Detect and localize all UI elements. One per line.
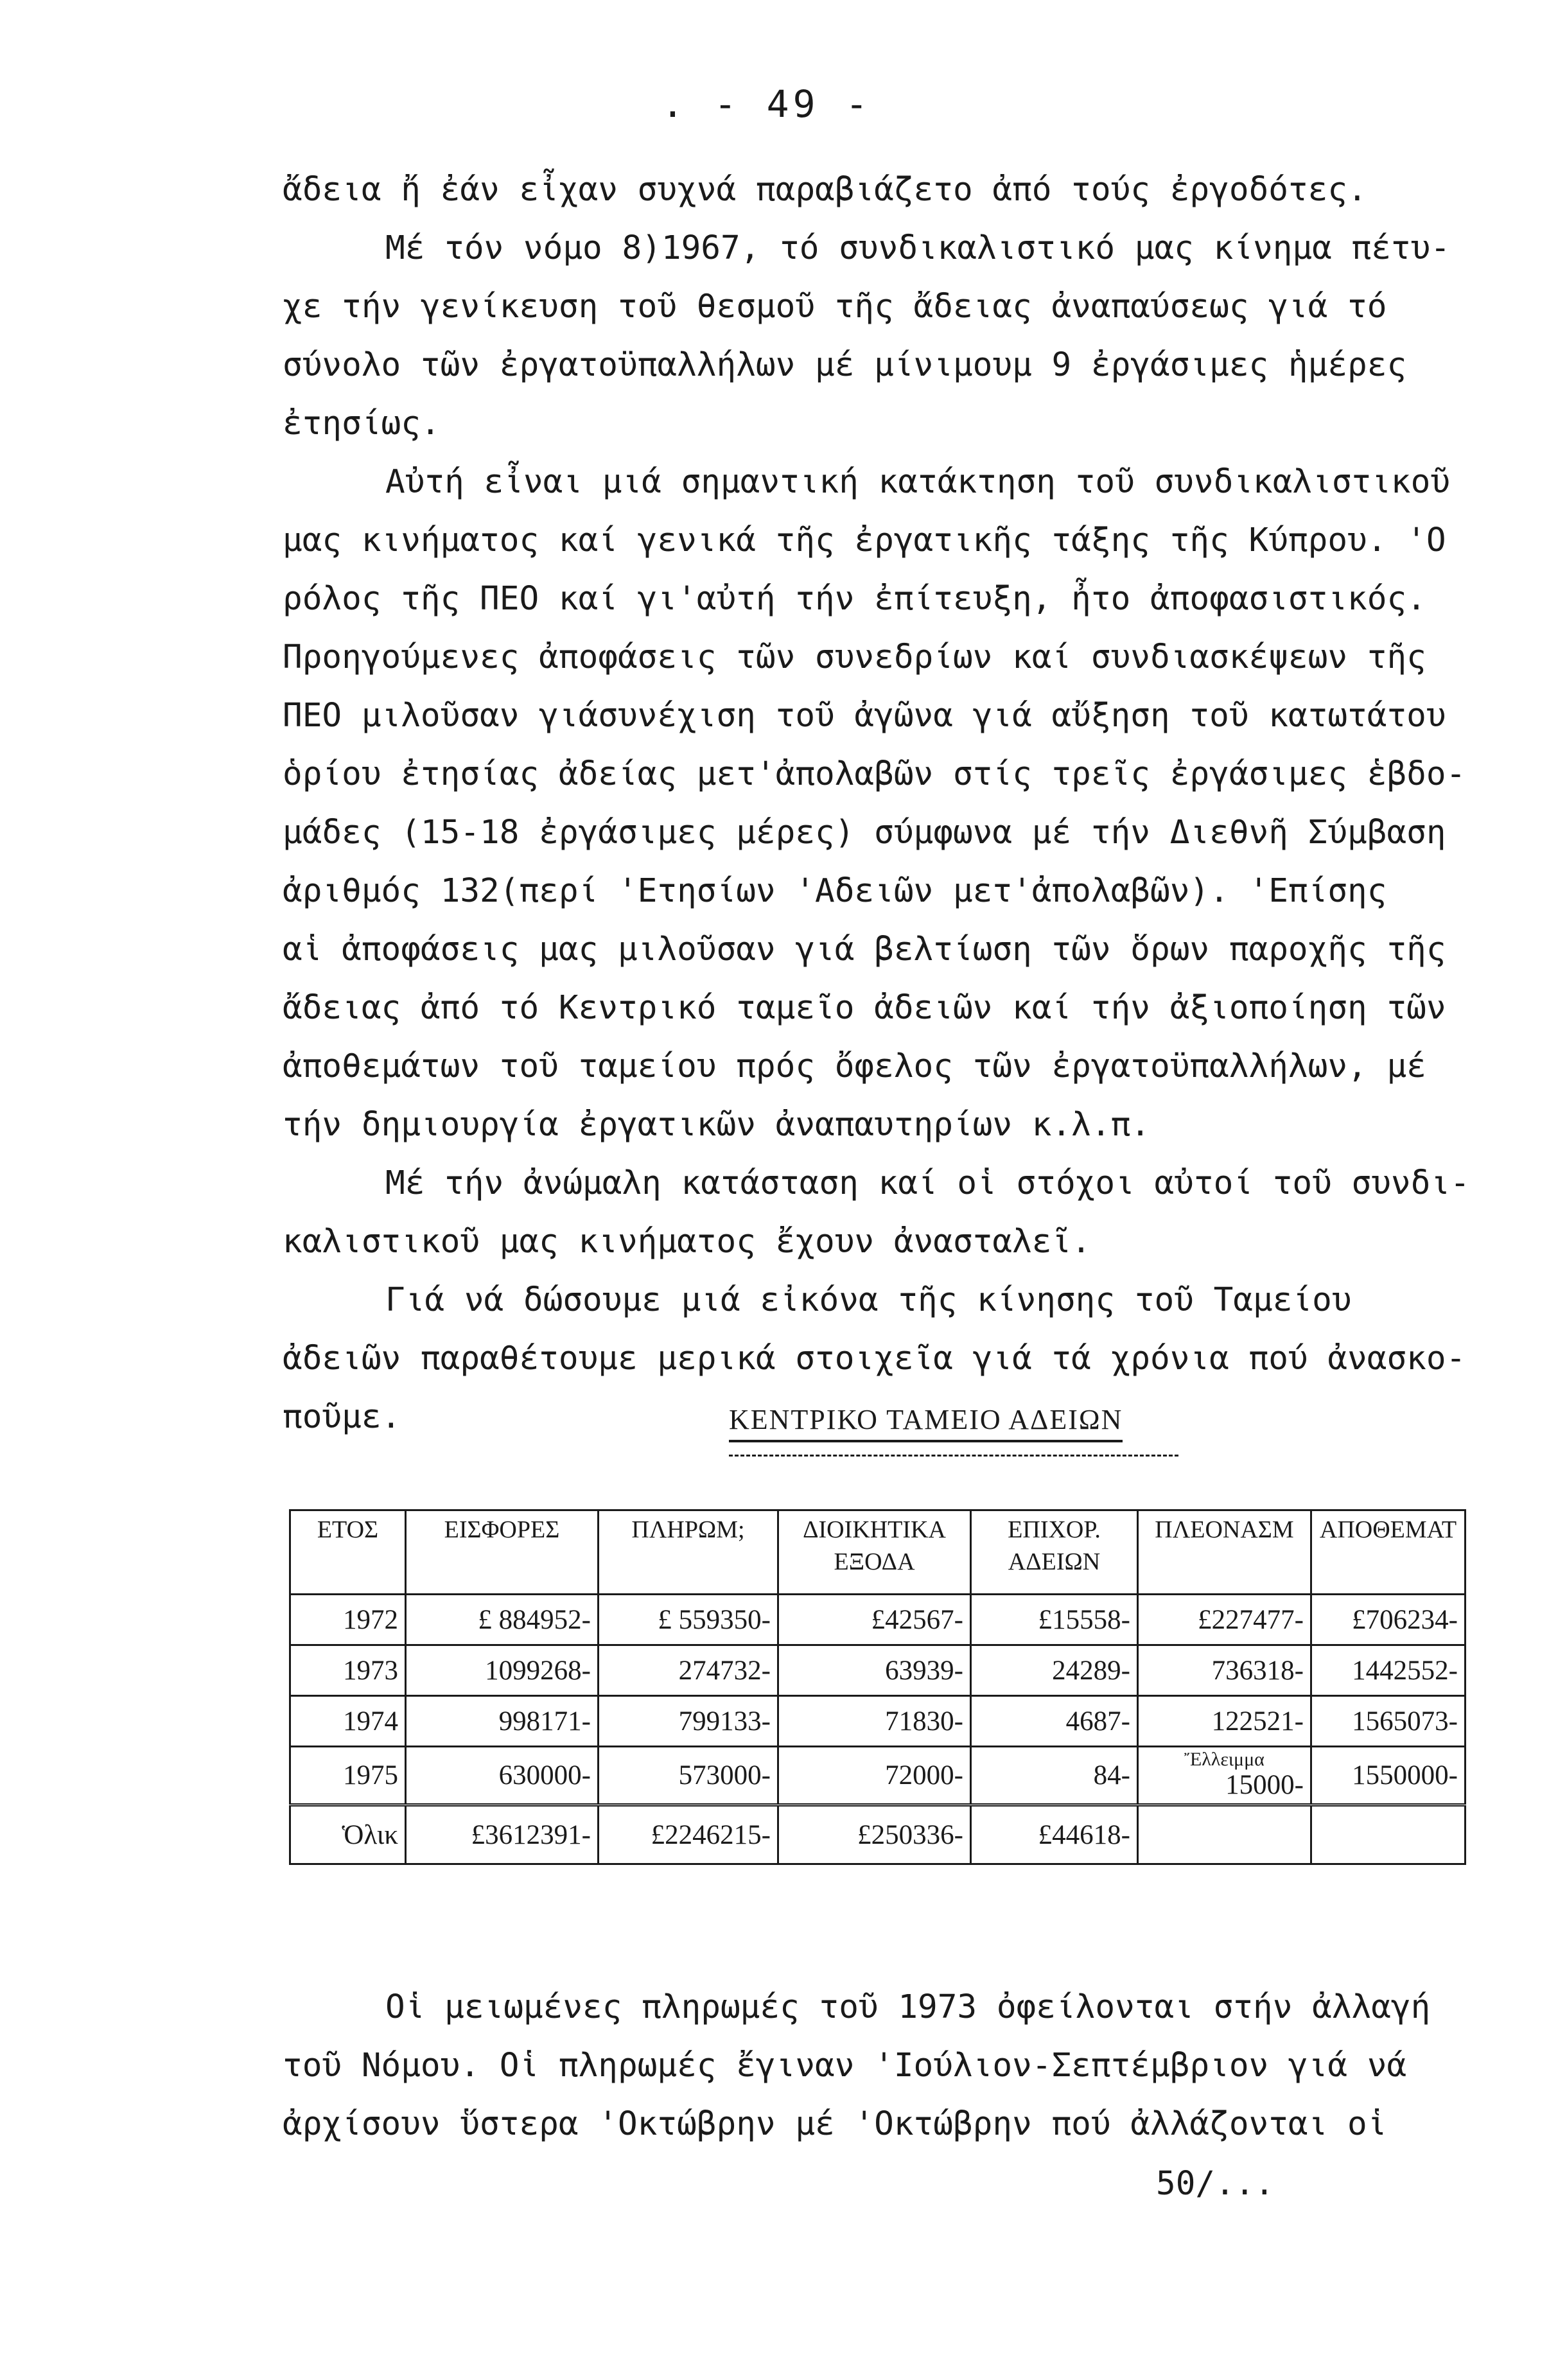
cell-total-contributions: £3612391-: [406, 1805, 599, 1864]
text-line: Αὐτή εἶναι μιά σημαντική κατάκτηση τοῦ συνδικαλιστικοῦ: [385, 463, 1451, 501]
paragraph-6: [283, 1978, 1503, 2153]
text-line: τήν δημιουργία ἐργατικῶν ἀναπαυτηρίων κ.λ.π.: [283, 1106, 1151, 1144]
cell-payments: 573000-: [599, 1747, 778, 1805]
text-line: ἀποθεμάτων τοῦ ταμείου πρός ὄφελος τῶν ἐργατοϋπαλλήλων, μέ: [283, 1047, 1426, 1085]
title-underline-divider: [729, 1455, 1178, 1457]
cell-surplus: 122521-: [1138, 1696, 1311, 1747]
paragraph-2: [283, 219, 1503, 453]
leave-fund-table: [289, 1509, 1466, 1865]
deficit-note: Ἔλλειμμα: [1184, 1749, 1265, 1770]
text-line: μάδες (15-18 ἐργάσιμες μέρες) σύμφωνα μέ τήν Διεθνῆ Σύμβαση: [283, 814, 1446, 852]
header-admin-expenses: ΔΙΟΙΚΗΤΙΚΑ ΕΞΟΔΑ: [778, 1510, 971, 1595]
text-line: ἐτησίως.: [283, 405, 441, 442]
continuation-text: 50/...: [1156, 2165, 1275, 2203]
text-line: ποῦμε.: [283, 1398, 401, 1436]
paragraph-4: [283, 1154, 1503, 1271]
table-total-row: [290, 1805, 1466, 1864]
cell-total-label: Ὁλικ: [290, 1805, 406, 1864]
page-number: . - 49 -: [661, 82, 872, 126]
cell-leave-subsidy: £15558-: [971, 1595, 1138, 1645]
cell-year: 1975: [290, 1747, 406, 1805]
text-line: ἀδειῶν παραθέτουμε μερικά στοιχεῖα γιά τά χρόνια πού ἀνασκο-: [283, 1340, 1466, 1378]
text-line: ΠΕΟ μιλοῦσαν γιάσυνέχιση τοῦ ἀγῶνα γιά αὔξηση τοῦ κατωτάτου: [283, 697, 1446, 735]
text-line: ὁρίου ἐτησίας ἀδείας μετ'ἀπολαβῶν στίς τρεῖς ἐργάσιμες ἑβδο-: [283, 755, 1466, 793]
cell-contributions: 998171-: [406, 1696, 599, 1747]
cell-total-admin-expenses: £250336-: [778, 1805, 971, 1864]
text-line: Μέ τήν ἀνώμαλη κατάσταση καί οἱ στόχοι αὐτοί τοῦ συνδι-: [385, 1164, 1470, 1202]
cell-payments: 274732-: [599, 1645, 778, 1696]
header-reserves: ΑΠΟΘΕΜΑΤ: [1311, 1510, 1466, 1595]
header-contributions: ΕΙΣΦΟΡΕΣ: [406, 1510, 599, 1595]
header-leave-subsidy: ΕΠΙΧΟΡ. ΑΔΕΙΩΝ: [971, 1510, 1138, 1595]
text-line: ἀρχίσουν ὕστερα 'Οκτώβρην μέ 'Οκτώβρην πού ἀλλάζονται οἱ: [283, 2105, 1387, 2143]
text-line: ἄδεια ἤ ἐάν εἶχαν συχνά παραβιάζετο ἀπό τούς ἐργοδότες.: [283, 171, 1367, 209]
cell-contributions: £ 884952-: [406, 1595, 599, 1645]
cell-reserves: 1550000-: [1311, 1747, 1466, 1805]
paragraph-1: [283, 161, 1503, 219]
cell-year: 1974: [290, 1696, 406, 1747]
header-payments: ΠΛΗΡΩΜ;: [599, 1510, 778, 1595]
cell-surplus: [1138, 1747, 1311, 1805]
cell-leave-subsidy: 24289-: [971, 1645, 1138, 1696]
text-line: Μέ τόν νόμο 8)1967, τό συνδικαλιστικό μας κίνημα πέτυ-: [385, 229, 1451, 267]
continuation-marker: [1156, 2155, 1413, 2213]
cell-admin-expenses: 72000-: [778, 1747, 971, 1805]
cell-total-surplus: [1138, 1805, 1311, 1864]
cell-reserves: £706234-: [1311, 1595, 1466, 1645]
cell-reserves: 1442552-: [1311, 1645, 1466, 1696]
header-surplus: ΠΛΕΟΝΑΣΜ: [1138, 1510, 1311, 1595]
cell-payments: 799133-: [599, 1696, 778, 1747]
cell-leave-subsidy: 84-: [971, 1747, 1138, 1805]
text-line: τοῦ Νόμου. Οἱ πληρωμές ἔγιναν 'Ιούλιον-Σεπτέμβριον γιά νά: [283, 2047, 1407, 2085]
cell-surplus: 736318-: [1138, 1645, 1311, 1696]
text-line: χε τήν γενίκευση τοῦ θεσμοῦ τῆς ἄδειας ἀναπαύσεως γιά τό: [283, 288, 1387, 326]
text-line: καλιστικοῦ μας κινήματος ἔχουν ἀνασταλεῖ.: [283, 1223, 1091, 1261]
text-line: μας κινήματος καί γενικά τῆς ἐργατικῆς τάξης τῆς Κύπρου. 'Ο: [283, 521, 1446, 559]
cell-surplus-value: 15000-: [1225, 1770, 1304, 1800]
cell-total-reserves: [1311, 1805, 1466, 1864]
table-row: [290, 1696, 1466, 1747]
cell-leave-subsidy: 4687-: [971, 1696, 1138, 1747]
cell-admin-expenses: 63939-: [778, 1645, 971, 1696]
table-header-row: [290, 1510, 1466, 1595]
text-line: σύνολο τῶν ἐργατοϋπαλλήλων μέ μίνιμουμ 9 ἐργάσιμες ἡμέρες: [283, 346, 1407, 384]
cell-surplus: £227477-: [1138, 1595, 1311, 1645]
cell-reserves: 1565073-: [1311, 1696, 1466, 1747]
paragraph-3: [283, 453, 1503, 1154]
cell-contributions: 630000-: [406, 1747, 599, 1805]
text-line: ἀριθμός 132(περί 'Ετησίων 'Αδειῶν μετ'ἀπολαβῶν). 'Επίσης: [283, 872, 1387, 910]
cell-contributions: 1099268-: [406, 1645, 599, 1696]
table-row: [290, 1747, 1466, 1805]
table-row: [290, 1595, 1466, 1645]
text-line: ἄδειας ἀπό τό Κεντρικό ταμεῖο ἀδειῶν καί τήν ἀξιοποίηση τῶν: [283, 989, 1446, 1027]
cell-admin-expenses: £42567-: [778, 1595, 971, 1645]
text-line: ρόλος τῆς ΠΕΟ καί γι'αὐτή τήν ἐπίτευξη, ἦτο ἀποφασιστικός.: [283, 580, 1426, 618]
table-row: [290, 1645, 1466, 1696]
cell-payments: £ 559350-: [599, 1595, 778, 1645]
text-line: αἱ ἀποφάσεις μας μιλοῦσαν γιά βελτίωση τῶν ὅρων παροχῆς τῆς: [283, 931, 1446, 968]
text-line: Γιά νά δώσουμε μιά εἰκόνα τῆς κίνησης τοῦ Ταμείου: [385, 1281, 1352, 1319]
header-year: ΕΤΟΣ: [290, 1510, 406, 1595]
cell-year: 1972: [290, 1595, 406, 1645]
text-line: Προηγούμενες ἀποφάσεις τῶν συνεδρίων καί συνδιασκέψεων τῆς: [283, 638, 1426, 676]
text-line: Οἱ μειωμένες πληρωμές τοῦ 1973 ὀφείλονται στήν ἀλλαγή: [385, 1988, 1431, 2026]
table-title: ΚΕΝΤΡΙΚΟ ΤΑΜΕΙΟ ΑΔΕΙΩΝ: [729, 1403, 1123, 1442]
cell-year: 1973: [290, 1645, 406, 1696]
cell-total-payments: £2246215-: [599, 1805, 778, 1864]
cell-admin-expenses: 71830-: [778, 1696, 971, 1747]
cell-total-leave-subsidy: £44618-: [971, 1805, 1138, 1864]
